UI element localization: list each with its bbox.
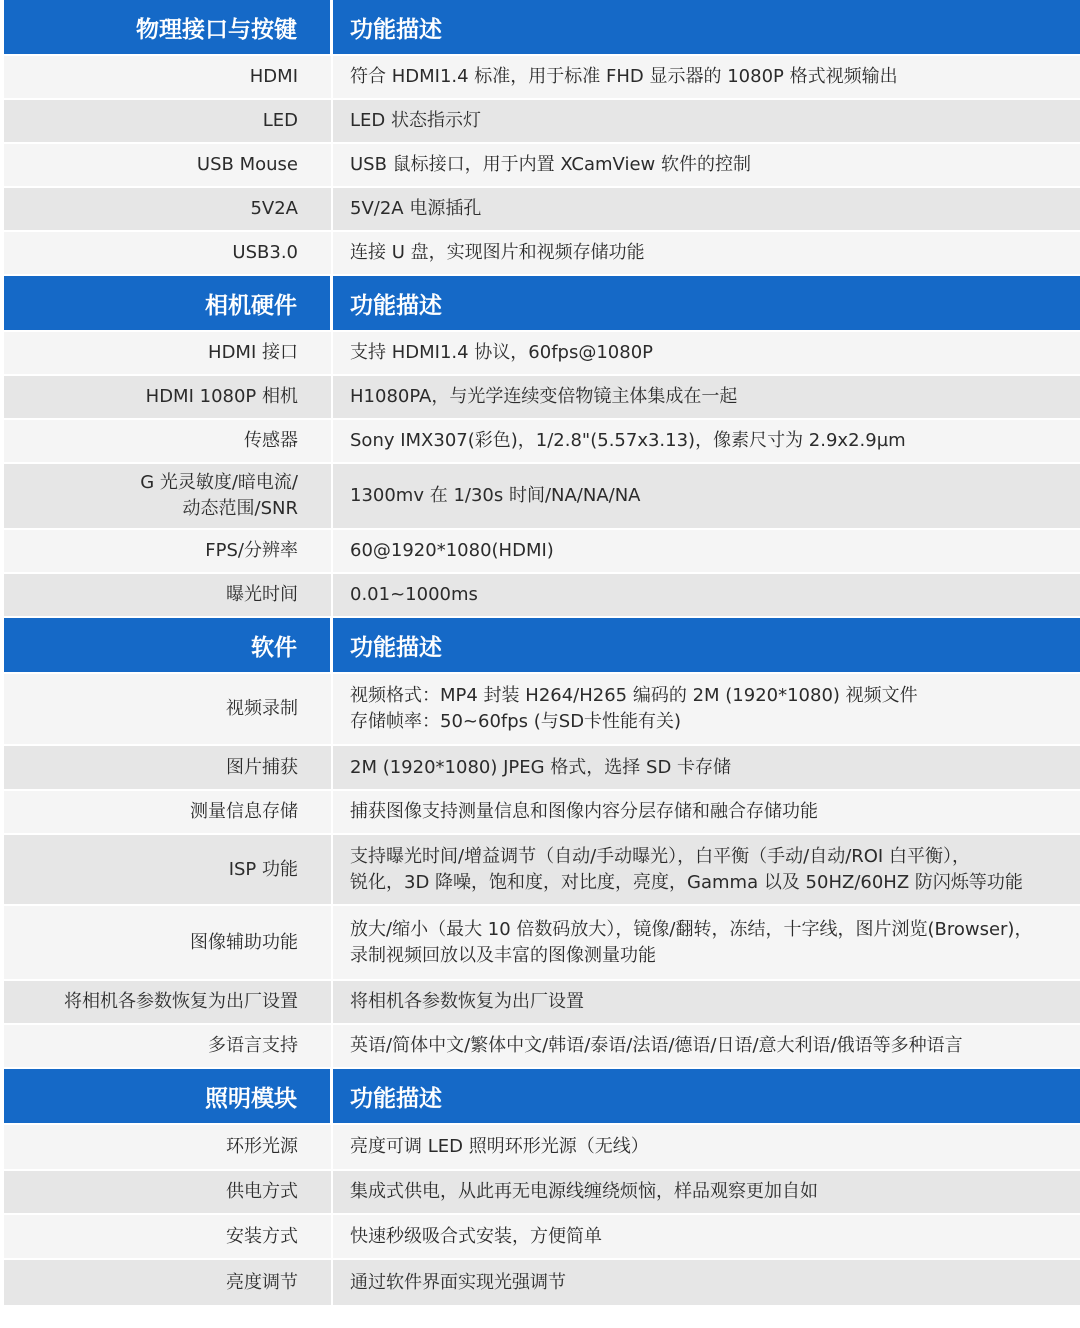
table-row [4, 188, 1080, 232]
row-key: 供电方式 [4, 1171, 333, 1213]
row-desc-line: 锐化，3D 降噪，饱和度，对比度，亮度，Gamma 以及 50HZ/60HZ 防闪烁等功能 [350, 871, 1023, 893]
row-key: 视频录制 [4, 674, 333, 744]
header-description: 功能描述 [350, 634, 442, 661]
row-desc-line: 0.01~1000ms [350, 584, 478, 605]
header-category: 软件 [4, 618, 333, 672]
row-desc [333, 906, 1080, 979]
row-desc-line: LED 状态指示灯 [350, 110, 481, 131]
table-row [4, 144, 1080, 188]
row-key: 亮度调节 [4, 1260, 333, 1305]
row-desc-line: 录制视频回放以及丰富的图像测量功能 [350, 944, 656, 966]
table-row [4, 232, 1080, 276]
table-row [4, 376, 1080, 420]
row-key: 将相机各参数恢复为出厂设置 [4, 981, 333, 1023]
table-row [4, 906, 1080, 981]
section-header-lighting [4, 1069, 1080, 1125]
row-key-text: G 光灵敏度/暗电流/ 动态范围/SNR [140, 472, 298, 519]
table-row [4, 420, 1080, 464]
table-row [4, 746, 1080, 791]
row-desc-line: 集成式供电，从此再无电源线缠绕烦恼，样品观察更加自如 [350, 1181, 818, 1202]
row-desc [333, 1260, 1080, 1305]
row-desc [333, 1215, 1080, 1258]
row-desc-line: H1080PA，与光学连续变倍物镜主体集成在一起 [350, 386, 738, 407]
row-key: HDMI 接口 [4, 332, 333, 374]
row-desc-line: 符合 HDMI1.4 标准，用于标准 FHD 显示器的 1080P 格式视频输出 [350, 66, 898, 87]
section-header-interfaces [4, 0, 1080, 56]
row-desc [333, 188, 1080, 230]
row-desc-line: 通过软件界面实现光强调节 [350, 1271, 566, 1293]
table-row [4, 1215, 1080, 1260]
table-row [4, 674, 1080, 746]
table-row [4, 100, 1080, 144]
row-key: 曝光时间 [4, 574, 333, 616]
row-desc-line: 1300mv 在 1/30s 时间/NA/NA/NA [350, 485, 641, 506]
row-desc [333, 232, 1080, 274]
row-desc-line: Sony IMX307(彩色)，1/2.8"(5.57x3.13)，像素尺寸为 2.9x2.9µm [350, 430, 906, 451]
row-desc-line: 支持 HDMI1.4 协议，60fps@1080P [350, 342, 654, 363]
row-key: 多语言支持 [4, 1025, 333, 1067]
row-key [4, 464, 333, 528]
row-key: 传感器 [4, 420, 333, 462]
row-desc [333, 791, 1080, 833]
table-row [4, 1260, 1080, 1307]
row-desc-line: 英语/简体中文/繁体中文/韩语/泰语/法语/德语/日语/意大利语/俄语等多种语言 [350, 1035, 963, 1056]
row-key: 测量信息存储 [4, 791, 333, 833]
section-header-software [4, 618, 1080, 674]
table-row [4, 981, 1080, 1025]
row-key: HDMI 1080P 相机 [4, 376, 333, 418]
row-desc-line: 快速秒级吸合式安装，方便简单 [350, 1225, 602, 1247]
header-description: 功能描述 [350, 16, 442, 43]
row-key: 环形光源 [4, 1125, 333, 1169]
row-desc-line: 视频格式：MP4 封装 H264/H265 编码的 2M (1920*1080) 视频文件 [350, 685, 918, 706]
header-category: 相机硬件 [4, 276, 333, 330]
row-key: USB Mouse [4, 144, 333, 186]
row-desc [333, 100, 1080, 142]
table-row [4, 332, 1080, 376]
row-desc [333, 332, 1080, 374]
row-desc-line: 亮度可调 LED 照明环形光源（无线） [350, 1136, 649, 1157]
row-desc [333, 835, 1080, 904]
row-desc-line: 将相机各参数恢复为出厂设置 [350, 991, 584, 1012]
row-desc [333, 56, 1080, 98]
row-desc-line: 60@1920*1080(HDMI) [350, 540, 554, 561]
row-desc-line: USB 鼠标接口，用于内置 XCamView 软件的控制 [350, 154, 751, 175]
row-desc-line: 2M (1920*1080) JPEG 格式，选择 SD 卡存储 [350, 756, 732, 778]
row-desc [333, 574, 1080, 616]
row-desc [333, 1171, 1080, 1213]
header-description: 功能描述 [350, 1085, 442, 1112]
row-key: LED [4, 100, 333, 142]
row-desc [333, 144, 1080, 186]
row-key: 安装方式 [4, 1215, 333, 1258]
table-row [4, 1125, 1080, 1171]
section-header-camera-hardware [4, 276, 1080, 332]
table-row [4, 574, 1080, 618]
table-row [4, 530, 1080, 574]
row-desc-line: 5V/2A 电源插孔 [350, 198, 482, 219]
row-desc [333, 376, 1080, 418]
table-row [4, 464, 1080, 530]
row-key: ISP 功能 [4, 835, 333, 904]
row-desc-line: 存储帧率：50~60fps (与SD卡性能有关) [350, 711, 682, 732]
row-desc [333, 674, 1080, 744]
table-row [4, 1171, 1080, 1215]
row-desc-line: 连接 U 盘，实现图片和视频存储功能 [350, 242, 645, 263]
row-desc-line: 支持曝光时间/增益调节（自动/手动曝光），白平衡（手动/自动/ROI 白平衡）， [350, 845, 970, 867]
table-row [4, 1025, 1080, 1069]
row-desc [333, 981, 1080, 1023]
row-desc [333, 464, 1080, 528]
row-desc [333, 746, 1080, 789]
row-key: USB3.0 [4, 232, 333, 274]
header-category: 物理接口与按键 [4, 0, 333, 54]
row-key: FPS/分辨率 [4, 530, 333, 572]
row-desc [333, 420, 1080, 462]
row-key: 图像辅助功能 [4, 906, 333, 979]
spec-table [4, 0, 1080, 1307]
row-desc [333, 530, 1080, 572]
table-row [4, 56, 1080, 100]
row-desc [333, 1025, 1080, 1067]
row-key: 图片捕获 [4, 746, 333, 789]
header-category: 照明模块 [4, 1069, 333, 1123]
row-key: HDMI [4, 56, 333, 98]
row-desc [333, 1125, 1080, 1169]
table-row [4, 791, 1080, 835]
row-desc-line: 捕获图像支持测量信息和图像内容分层存储和融合存储功能 [350, 801, 818, 822]
table-row [4, 835, 1080, 906]
row-key: 5V2A [4, 188, 333, 230]
row-desc-line: 放大/缩小（最大 10 倍数码放大），镜像/翻转，冻结，十字线，图片浏览(Browser)， [350, 918, 1033, 940]
header-description: 功能描述 [350, 292, 442, 319]
